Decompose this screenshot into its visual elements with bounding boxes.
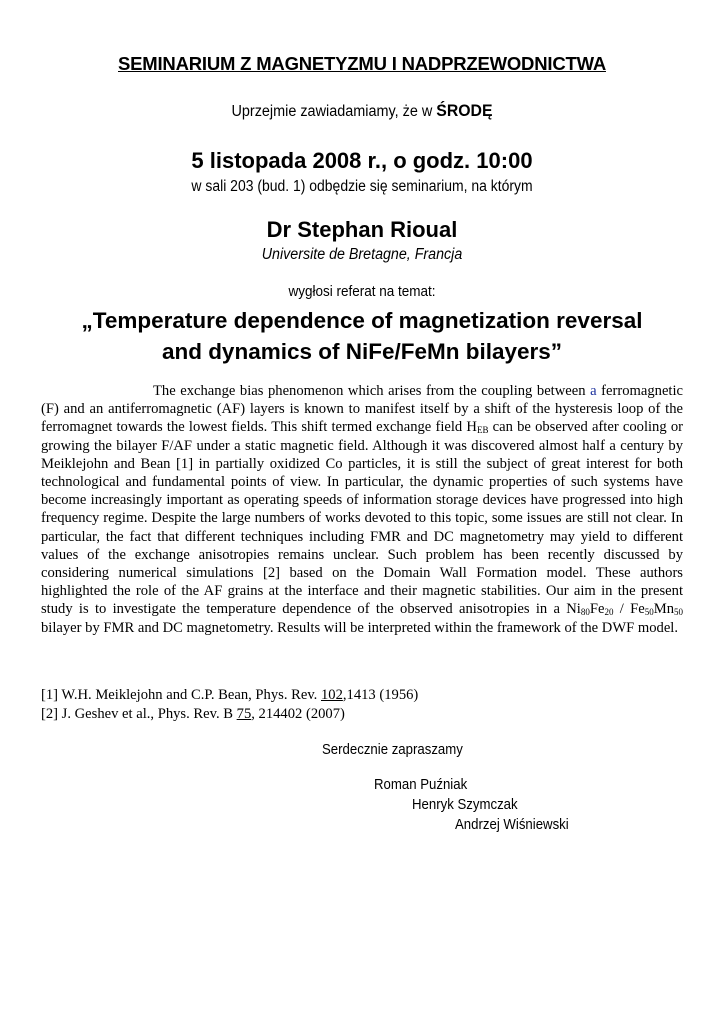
reference-item xyxy=(41,705,418,724)
abstract-part-4: bilayer by FMR and DC magnetometry. Results will be interpreted within the framework of the DWF model. xyxy=(41,619,678,636)
sub-20: 20 xyxy=(604,607,614,618)
formula-mn: Mn xyxy=(653,601,675,618)
lecture-intro: wygłosi referat na temat: xyxy=(288,283,436,300)
reference-pages: ,1413 (1956) xyxy=(342,687,419,703)
topic-line-1: „Temperature dependence of magnetization reversal xyxy=(81,308,643,333)
event-date-time: 5 listopada 2008 r., o godz. 10:00 xyxy=(191,148,533,173)
speaker-affiliation: Universite de Bretagne, Francja xyxy=(261,246,463,263)
event-place: w sali 203 (bud. 1) odbędzie się seminarium, na którym xyxy=(191,178,533,195)
sub-50a: 50 xyxy=(644,607,654,618)
lecture-topic xyxy=(40,305,684,367)
signatory-2: Henryk Szymczak xyxy=(412,796,518,813)
sub-50b: 50 xyxy=(674,607,684,618)
formula-fe: Fe xyxy=(589,601,605,618)
reference-text: [2] J. Geshev et al., Phys. Rev. B xyxy=(41,705,237,722)
references xyxy=(41,686,418,723)
sub-80: 80 xyxy=(580,607,590,618)
abstract-part-1: The exchange bias phenomenon which arises from the coupling between xyxy=(153,383,586,399)
reference-pages: , 214402 (2007) xyxy=(251,705,345,722)
notice-text: Uprzejmie zawiadamiamy, że w xyxy=(231,103,433,120)
formula-slash-fe: / Fe xyxy=(613,601,645,618)
sub-eb: EB xyxy=(476,425,489,436)
invitation: Serdecznie zapraszamy xyxy=(322,741,463,758)
topic-line-2: and dynamics of NiFe/FeMn bilayers” xyxy=(161,339,563,364)
reference-volume: 75 xyxy=(236,705,252,722)
reference-volume: 102 xyxy=(320,687,343,703)
abstract-part-2: ferromagnetic (F) and an antiferromagnetic (AF) layers is known to manifest itself by a shift of the hysteresis loop of the ferromagnet towards the lowest fields. This shift termed exchange field H xyxy=(41,383,684,436)
reference-text: [1] W.H. Meiklejohn and C.P. Bean, Phys. Rev. xyxy=(41,687,321,703)
speaker-name: Dr Stephan Rioual xyxy=(266,217,458,242)
abstract-part-3: can be observed after cooling or growing the bilayer F/AF under a static magnetic field. Although it was discovered almost half a century by Meiklejohn and Bean [1] in partially oxidized Co particles, it is still the subject of great interest for both technological and fundamental points of view. In particular, the dynamic properties of such systems have become increasingly important as operating speeds of information storage devices have progressed into high frequency regime. Despite the large numbers of works devoted to this topic, some issues are still not clear. In particular, the fact that different techniques including FMR and DC magnetometry may yield to different values of the exchange anisotropies remains unclear. Such problem has been recently discussed by considering numerical simulations [2] based on the Domain Wall Formation model. These authors highlighted the role of the AF grains at the interface and their magnetic stabilities. Our aim in the present study is to investigate the temperature dependence of the observed anisotropies in a Ni xyxy=(41,419,683,618)
signatory-3: Andrzej Wiśniewski xyxy=(455,816,569,833)
seminar-title: SEMINARIUM Z MAGNETYZMU I NADPRZEWODNICTWA xyxy=(118,53,606,74)
notice-line xyxy=(25,101,698,121)
abstract-word-a: a xyxy=(590,383,597,399)
abstract-paragraph xyxy=(41,382,683,637)
notice-day: ŚRODĘ xyxy=(436,101,493,120)
signatory-1: Roman Puźniak xyxy=(374,776,468,793)
reference-item xyxy=(41,686,418,705)
